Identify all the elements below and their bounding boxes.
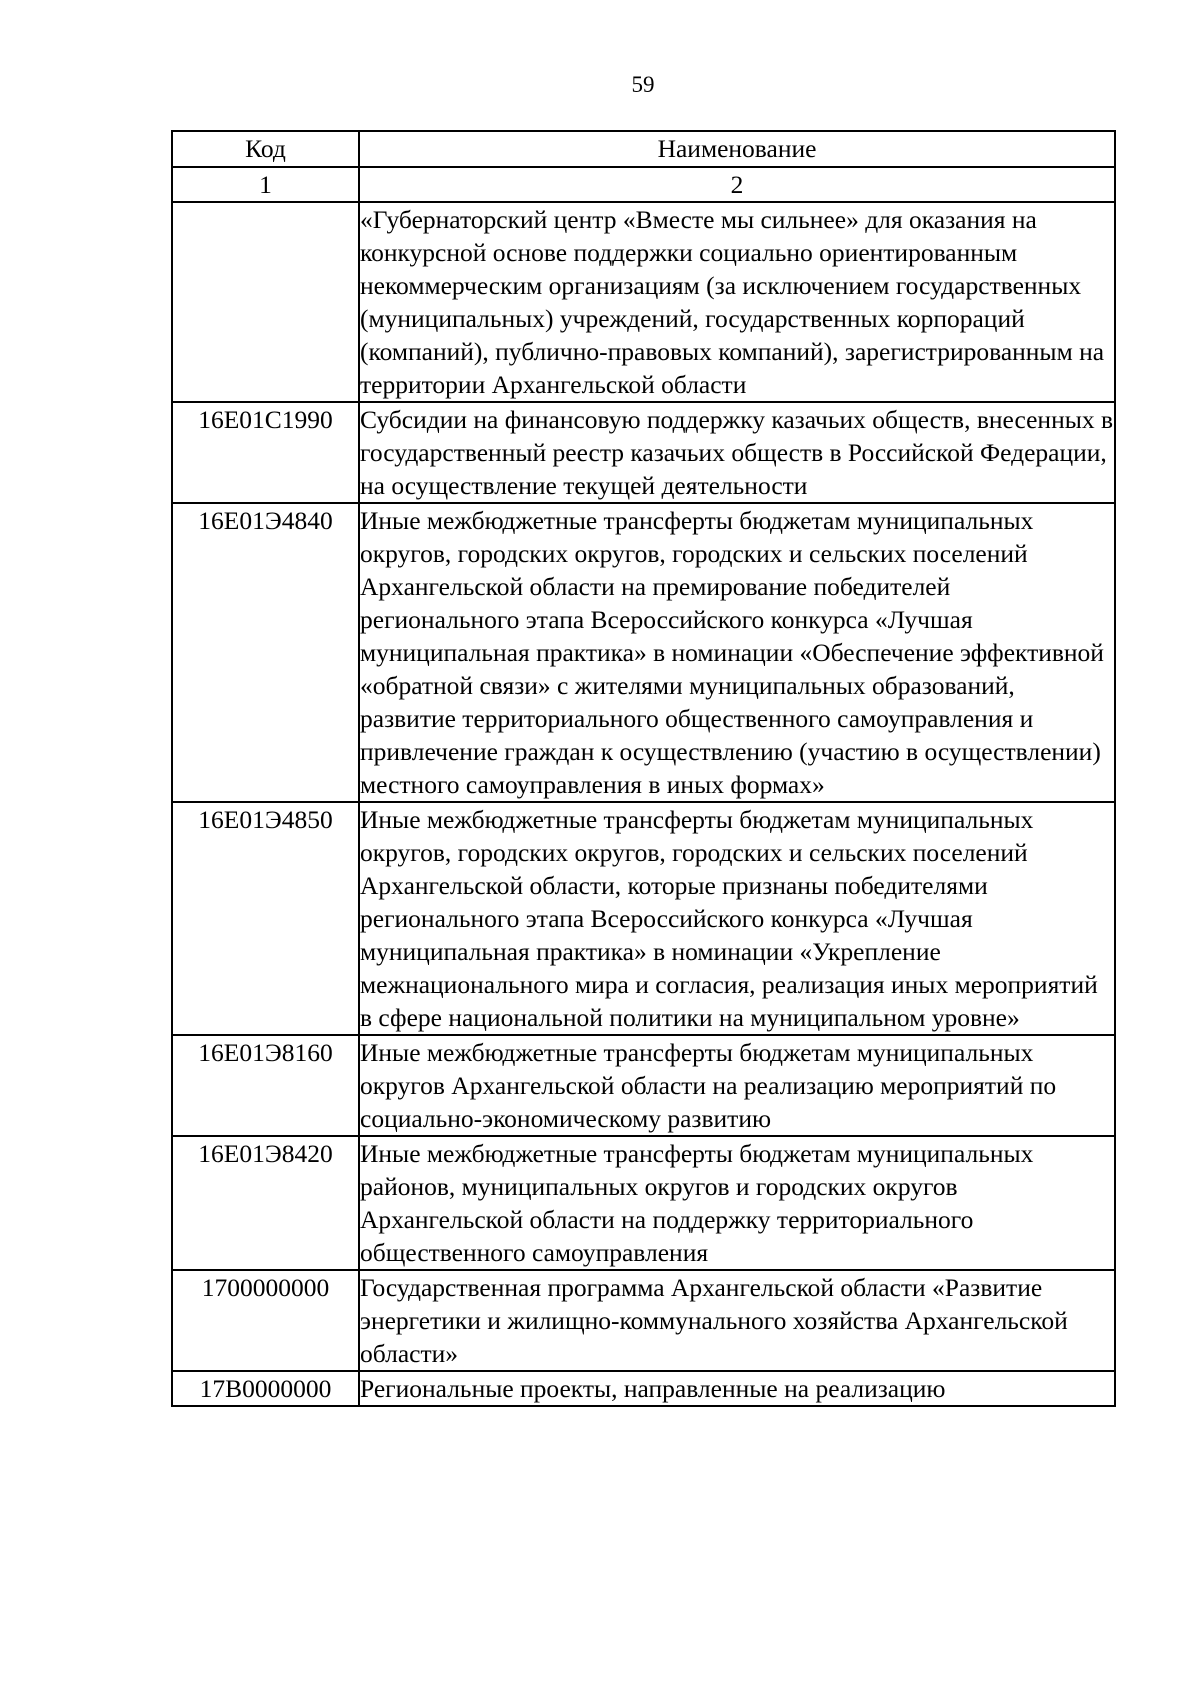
row-code [172,202,359,402]
table-row [172,1270,1115,1371]
row-name: Иные межбюджетные трансферты бюджетам муниципальных округов Архангельской области на реализацию мероприятий по социально-экономическому развитию [359,1035,1115,1136]
table-body [172,167,1115,1406]
table-row [172,503,1115,802]
table-row [172,402,1115,503]
row-name: Иные межбюджетные трансферты бюджетам муниципальных округов, городских округов, городских и сельских поселений Архангельской области, которые признаны победителями регионального этапа Всероссийского конкурса «Лучшая муниципальная практика» в номинации «Укрепление межнационального мира и согласия, реализация иных мероприятий в сфере национальной политики на муниципальном уровне» [359,802,1115,1035]
row-code: 16Е01Э4840 [172,503,359,802]
header-name: Наименование [359,131,1115,167]
row-code: 1700000000 [172,1270,359,1371]
row-code: 16Е01Э8160 [172,1035,359,1136]
row-code: 16Е01С1990 [172,402,359,503]
row-name: Региональные проекты, направленные на реализацию [359,1371,1115,1406]
table-row [172,1035,1115,1136]
row-code: 17В0000000 [172,1371,359,1406]
column-number-code: 1 [172,167,359,202]
column-number-name: 2 [359,167,1115,202]
table-row [172,202,1115,402]
row-name: Иные межбюджетные трансферты бюджетам муниципальных районов, муниципальных округов и городских округов Архангельской области на поддержку территориального общественного самоуправления [359,1136,1115,1270]
row-name: «Губернаторский центр «Вместе мы сильнее» для оказания на конкурсной основе поддержки социально ориентированным некоммерческим организациям (за исключением государственных (муниципальных) учреждений, государственных корпораций (компаний), публично-правовых компаний), зарегистрированным на территории Архангельской области [359,202,1115,402]
table-header [172,131,1115,167]
table-row [172,1371,1115,1406]
header-code: Код [172,131,359,167]
row-name: Субсидии на финансовую поддержку казачьих обществ, внесенных в государственный реестр казачьих обществ в Российской Федерации, на осуществление текущей деятельности [359,402,1115,503]
row-name: Государственная программа Архангельской области «Развитие энергетики и жилищно-коммунального хозяйства Архангельской области» [359,1270,1115,1371]
page-number: 59 [631,72,655,97]
header-row [172,131,1115,167]
table-row [172,802,1115,1035]
row-code: 16Е01Э8420 [172,1136,359,1270]
table-row [172,1136,1115,1270]
row-name: Иные межбюджетные трансферты бюджетам муниципальных округов, городских округов, городских и сельских поселений Архангельской области на премирование победителей регионального этапа Всероссийского конкурса «Лучшая муниципальная практика» в номинации «Обеспечение эффективной «обратной связи» с жителями муниципальных образований, развитие территориального общественного самоуправления и привлечение граждан к осуществлению (участию в осуществлении) местного самоуправления в иных формах» [359,503,1115,802]
budget-codes-table [171,130,1116,1407]
row-code: 16Е01Э4850 [172,802,359,1035]
column-numbering-row [172,167,1115,202]
